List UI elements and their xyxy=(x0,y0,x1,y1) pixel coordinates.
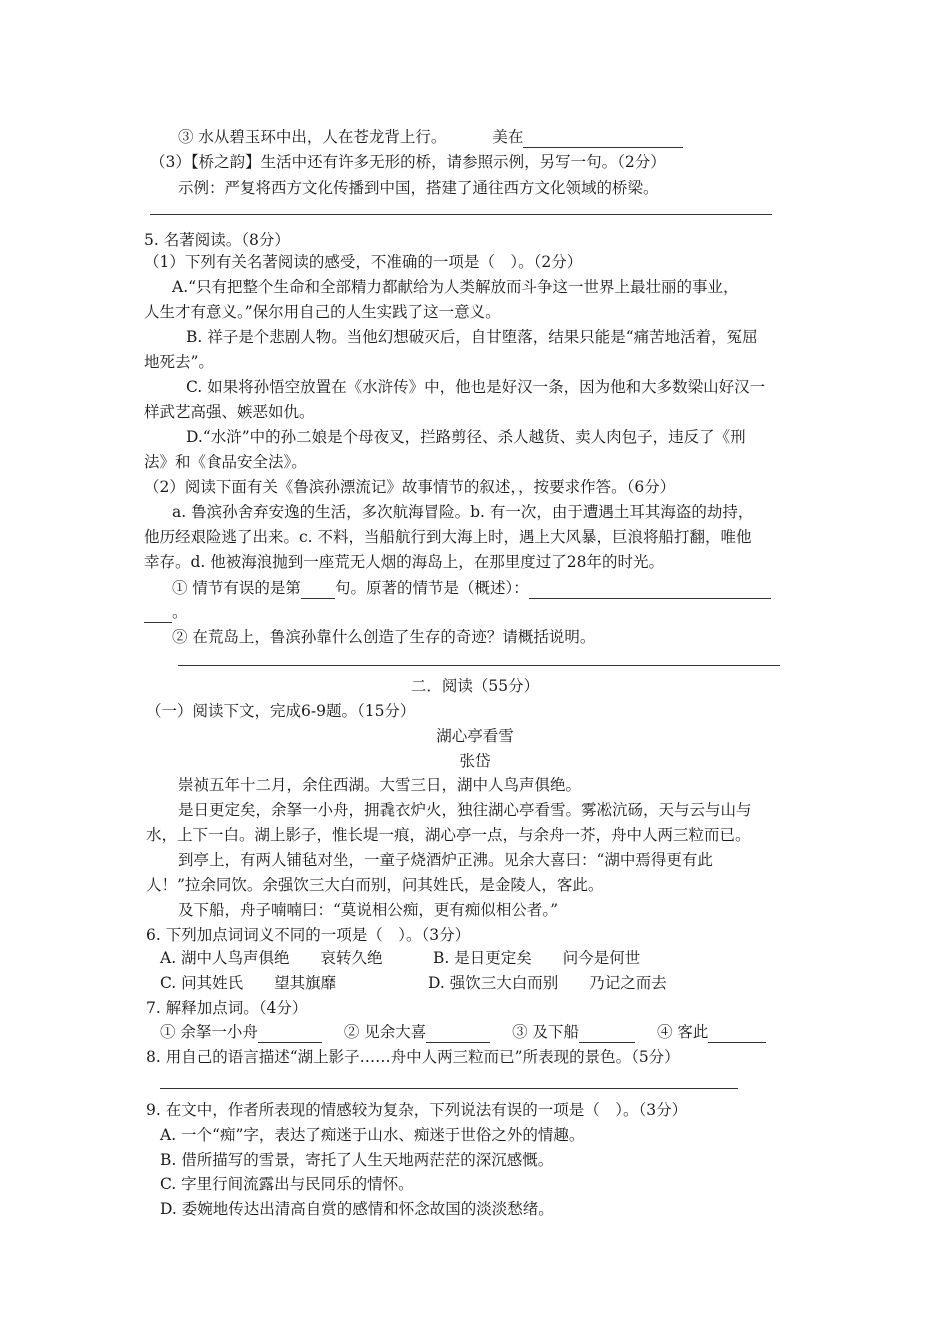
q7-stem: 7. 解释加点词。（4分） xyxy=(146,999,308,1017)
answer-line[interactable] xyxy=(178,665,780,666)
passage-para-3-line2: 人！”拉余同饮。余强饮三大白而别，问其姓氏，是金陵人，客此。 xyxy=(146,876,604,894)
q5-option-b-line1: B. 祥子是个悲剧人物。当他幻想破灭后，自甘堕落，结果只能是“痛苦地活着，冤屈 xyxy=(186,328,758,346)
q5-2-passage-line2: 他历经艰险逃了出来。c. 不料，当船航行到大海上时，遇上大风暴，巨浪将船打翻，唯他 xyxy=(144,528,752,546)
q5-2-passage-line3: 幸存。d. 他被海浪抛到一座荒无人烟的海岛上，在那里度过了28年的时光。 xyxy=(144,553,665,571)
passage-para-4: 及下船，舟子喃喃曰：“莫说相公痴，更有痴似相公者。” xyxy=(178,901,559,919)
q8-stem: 8. 用自己的语言描述“湖上影子……舟中人两三粒而已”所表现的景色。（5分） xyxy=(146,1048,680,1066)
q5-option-d-line1: D.“水浒”中的孙二娘是个母夜叉，拦路剪径、杀人越货、卖人肉包子，违反了《刑 xyxy=(186,428,746,446)
q5-option-a-line2: 人生才有意义。”保尔用自己的人生实践了这一意义。 xyxy=(144,303,501,321)
answer-blank[interactable] xyxy=(708,1026,766,1043)
q5-1-stem: （1）下列有关名著阅读的感受，不准确的一项是（ ）。（2分） xyxy=(144,253,583,271)
section-header: 二．阅读（55分） xyxy=(410,677,540,695)
answer-blank[interactable] xyxy=(258,1026,322,1043)
passage-para-2-line2: 水，上下一白。湖上影子，惟长堤一痕，湖心亭一点，与余舟一芥，舟中人两三粒而已。 xyxy=(146,826,751,844)
answer-line[interactable] xyxy=(150,214,772,215)
q3-stem: （3）【桥之韵】生活中还有许多无形的桥，请参照示例，另写一句。（2分） xyxy=(150,153,666,171)
passage-para-2-line1: 是日更定矣，余拏一小舟，拥毳衣炉火，独往湖心亭看雪。雾凇沆砀，天与云与山与 xyxy=(178,801,752,819)
answer-blank[interactable] xyxy=(529,582,771,599)
q9-option-d: D. 委婉地传达出清高自赏的感情和怀念故国的淡淡愁绪。 xyxy=(160,1200,554,1218)
q4-item3: ③ 水从碧玉环中出，人在苍龙背上行。 美在 xyxy=(178,126,683,148)
q5-2-sub-a: ① 情节有误的是第 句。原著的情节是（概述）： xyxy=(172,577,771,599)
q6-option-b: B. 是日更定矣 问今是何世 xyxy=(433,949,641,967)
q5-title: 5. 名著阅读。（8分） xyxy=(144,231,290,249)
q5-option-c-line2: 样武艺高强、嫉恶如仇。 xyxy=(144,403,315,421)
q5-2-passage-line1: a. 鲁滨孙舍弃安逸的生活，多次航海冒险。b. 有一次，由于遭遇土耳其海盗的劫持， xyxy=(172,503,754,521)
q6-option-d: D. 强饮三大白而别 乃记之而去 xyxy=(428,974,667,992)
q9-option-c: C. 字里行间流露出与民同乐的情怀。 xyxy=(160,1175,414,1193)
q6-option-c: C. 问其姓氏 望其旗靡 xyxy=(160,974,337,992)
q5-2-stem: （2）阅读下面有关《鲁滨孙漂流记》故事情节的叙述，，按要求作答。（6分） xyxy=(144,478,676,496)
q5-option-a-line1: A.“只有把整个生命和全部精力都献给为人类解放而斗争这一世界上最壮丽的事业， xyxy=(172,278,739,296)
q9-stem: 9. 在文中，作者所表现的情感较为复杂，下列说法有误的一项是（ ）。（3分） xyxy=(146,1101,688,1119)
answer-blank[interactable] xyxy=(301,582,335,599)
q6-stem: 6. 下列加点词词义不同的一项是（ ）。（3分） xyxy=(146,926,471,944)
answer-blank[interactable] xyxy=(426,1026,490,1043)
q6-option-a: A. 湖中人鸟声俱绝 哀转久绝 xyxy=(160,949,383,967)
q5-option-b-line2: 地死去”。 xyxy=(144,353,214,371)
passage-para-1: 崇祯五年十二月，余住西湖。大雪三日，湖中人鸟声俱绝。 xyxy=(178,776,582,794)
q5-2-sub-a-cont: 。 xyxy=(144,601,188,623)
q9-option-b: B. 借所描写的雪景，寄托了人生天地两茫茫的深沉感慨。 xyxy=(160,1151,554,1169)
passage-author: 张岱 xyxy=(459,752,491,770)
q3-example: 示例：严复将西方文化传播到中国，搭建了通往西方文化领域的桥梁。 xyxy=(178,179,659,197)
passage-para-3-line1: 到亭上，有两人铺毡对坐，一童子烧酒炉正沸。见余大喜曰：“湖中焉得更有此 xyxy=(178,851,713,869)
section-1-title: （一）阅读下文，完成6-9题。（15分） xyxy=(146,702,416,720)
passage-title: 湖心亭看雪 xyxy=(436,727,514,745)
answer-blank[interactable] xyxy=(144,606,172,623)
answer-line[interactable] xyxy=(160,1088,738,1089)
q7-items: ① 余拏一小舟 ② 见余大喜 ③ 及下船 ④ 客此 xyxy=(160,1021,766,1043)
answer-blank[interactable] xyxy=(523,131,683,148)
q5-option-c-line1: C. 如果将孙悟空放置在《水浒传》中，他也是好汉一条，因为他和大多数梁山好汉一 xyxy=(186,378,766,396)
q5-option-d-line2: 法》和《食品安全法》。 xyxy=(144,453,307,471)
q9-option-a: A. 一个“痴”字，表达了痴迷于山水、痴迷于世俗之外的情趣。 xyxy=(160,1126,585,1144)
q5-2-sub-b: ② 在荒岛上，鲁滨孙靠什么创造了生存的奇迹？请概括说明。 xyxy=(172,628,596,646)
answer-blank[interactable] xyxy=(579,1026,635,1043)
